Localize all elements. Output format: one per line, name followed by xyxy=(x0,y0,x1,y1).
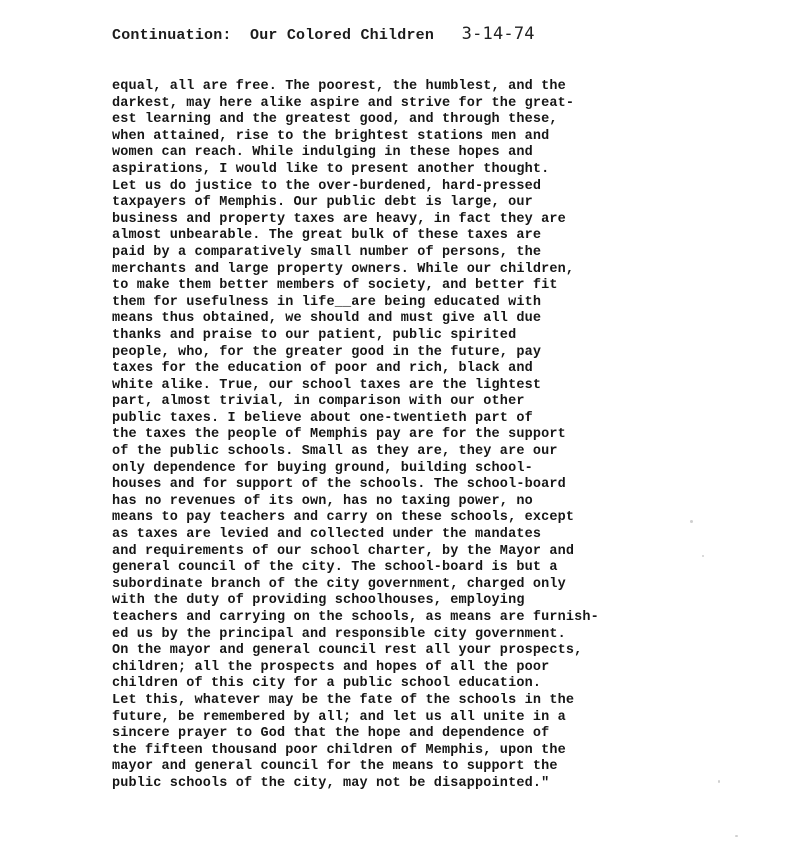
text-line: women can reach. While indulging in these hopes and xyxy=(112,145,533,161)
text-line: taxpayers of Memphis. Our public debt is large, our xyxy=(112,195,533,211)
text-line: almost unbearable. The great bulk of these taxes are xyxy=(112,228,542,244)
text-line: Let this, whatever may be the fate of the schools in the xyxy=(112,692,575,708)
text-line: the taxes the people of Memphis pay are for the support xyxy=(112,427,566,443)
text-line: mayor and general council for the means to support the xyxy=(112,759,558,775)
text-line: means thus obtained, we should and must give all due xyxy=(112,311,542,327)
text-line: On the mayor and general council rest all your prospects, xyxy=(112,643,583,659)
text-line: has no revenues of its own, has no taxing power, no xyxy=(112,493,533,509)
text-line: sincere prayer to God that the hope and dependence of xyxy=(112,726,550,742)
text-line: subordinate branch of the city government, charged only xyxy=(112,576,566,592)
text-line: and requirements of our school charter, by the Mayor and xyxy=(112,543,575,559)
text-line: means to pay teachers and carry on these schools, except xyxy=(112,510,575,526)
scan-speck xyxy=(735,835,738,837)
page-header xyxy=(112,24,535,44)
text-line: of the public schools. Small as they are, they are our xyxy=(112,444,558,460)
text-line: taxes for the education of poor and rich, black and xyxy=(112,361,533,377)
text-line: teachers and carrying on the schools, as means are furnish- xyxy=(112,610,599,625)
text-line: houses and for support of the schools. The school-board xyxy=(112,477,566,493)
text-line: children of this city for a public school education. xyxy=(112,676,542,692)
text-line: merchants and large property owners. While our children, xyxy=(112,261,575,277)
text-line: public taxes. I believe about one-twentieth part of xyxy=(112,410,533,426)
text-line: part, almost trivial, in comparison with our other xyxy=(112,394,525,410)
text-line: public schools of the city, may not be disappointed." xyxy=(112,775,550,791)
text-line: as taxes are levied and collected under the mandates xyxy=(112,527,542,543)
scan-speck xyxy=(690,520,693,523)
text-line: when attained, rise to the brightest stations men and xyxy=(112,128,550,144)
text-line: only dependence for buying ground, building school- xyxy=(112,460,533,476)
text-line: paid by a comparatively small number of persons, the xyxy=(112,244,542,260)
text-line: Let us do justice to the over-burdened, hard-pressed xyxy=(112,178,542,194)
text-line: children; all the prospects and hopes of all the poor xyxy=(112,659,550,675)
text-line: with the duty of providing schoolhouses, employing xyxy=(112,593,525,609)
text-line: them for usefulness in life__are being educated with xyxy=(112,294,542,310)
text-line: business and property taxes are heavy, in fact they are xyxy=(112,211,566,227)
text-line: future, be remembered by all; and let us all unite in a xyxy=(112,709,566,725)
text-line: equal, all are free. The poorest, the humblest, and the xyxy=(112,79,566,94)
text-line: general council of the city. The school-board is but a xyxy=(112,560,558,576)
text-line: to make them better members of society, and better fit xyxy=(112,278,558,294)
document-body xyxy=(112,79,752,793)
text-line: thanks and praise to our patient, public spirited xyxy=(112,327,517,343)
text-line: ed us by the principal and responsible city government. xyxy=(112,626,566,642)
text-line: white alike. True, our school taxes are the lightest xyxy=(112,377,542,393)
header-date: 3-14-74 xyxy=(461,24,535,44)
scan-speck xyxy=(702,555,704,557)
text-line: aspirations, I would like to present another thought. xyxy=(112,161,550,177)
text-line: darkest, may here alike aspire and strive for the great- xyxy=(112,95,575,111)
header-title: Continuation: Our Colored Children xyxy=(112,27,435,44)
text-line: the fifteen thousand poor children of Memphis, upon the xyxy=(112,742,566,758)
scan-speck xyxy=(718,780,720,783)
text-line: est learning and the greatest good, and through these, xyxy=(112,112,558,128)
text-line: people, who, for the greater good in the future, pay xyxy=(112,344,542,360)
